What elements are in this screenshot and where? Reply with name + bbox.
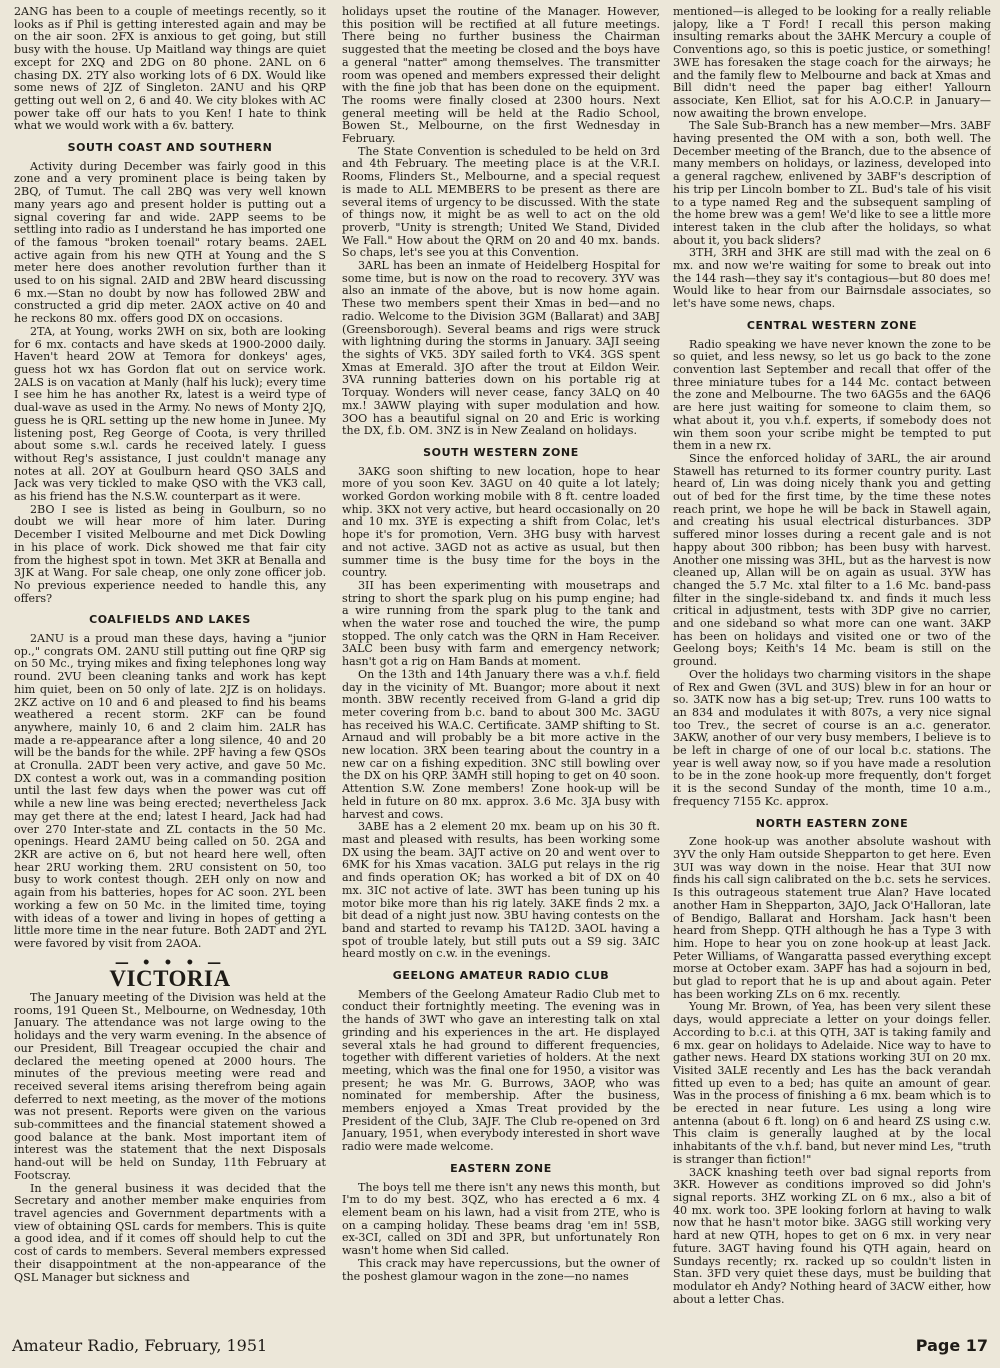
- paragraph: 2TA, at Young, works 2WH on six, both are looking for 6 mx. contacts and have skeds at 1900-2000 daily. Haven't heard 2OW at Temora for donkeys' ages, guess hot wx has Gordon flat out on service work. 2ALS is on vacation at Manly (half his luck); every time I see him he has another Rx, latest is a weird type of dual-wave as used in the Army. No news of Monty 2JQ, guess he is QRL setting up the new home in Junee. My listening post, Reg George of Coota, is very thrilled about some s.w.l. cards he received lately. I guess without Reg's assistance, I just couldn't manage any notes at all. 2OY at Goulburn heard QSO 3ALS and Jack was very tickled to make QSO with the VK3 call, as his friend has the N.S.W. counterpart as it were.: [14, 324, 326, 504]
- paragraph: Radio speaking we have never known the zone to be so quiet, and less newsy, so let us go back to the zone convention last September and recall that offer of the three miniature tubes for a 144 Mc. contact between the zone and Melbourne. The two 6AG5s and the 6AQ6 are here just waiting for someone to claim them, so what about it, you v.h.f. experts, if somebody does not win them soon your scribe might be tempted to put them in a new rx.: [673, 337, 991, 453]
- page-number: Page 17: [915, 1335, 988, 1355]
- paragraph: Since the enforced holiday of 3ARL, the air around Stawell has returned to its former country purity. Last heard of, Lin was doing nicely thank you and getting out of bed for the first time, by the time these notes reach print, we hope he will be back in Stawell again, and creating his usual electrical disturbances. 3DP suffered minor losses during a recent gale and is not happy about 300 ribbon; has been busy with harvest. Another one missing was 3HL, but as the harvest is now cleaned up, Allan will be on again as usual. 3YW has changed the 5.7 Mc. xtal filter to a 1.6 Mc. band-pass filter in the single-sideband tx. and finds it much less critical in adjustment, tests with 3DP give no carrier, and one sideband so what more can one want. 3AKP has been on holidays and visited one or two of the Geelong boys; Keith's 14 Mc. beam is still on the ground.: [673, 451, 991, 669]
- paragraph: 2ANG has been to a couple of meetings recently, so it looks as if Phil is getting interested again and may be on the air soon. 2FX is anxious to get going, but still busy with the house. Up Maitland way things are quiet except for 2XQ and 2DG on 80 phone. 2ANL on 6 chasing DX. 2TY also working lots of 6 DX. Would like some news of 2JZ of Singleton. 2ANU and his QRP getting out well on 2, 6 and 40. We city blokes with AC power take off our hats to you Ken! I hate to think what we would work with a 6v. battery.: [14, 6, 326, 133]
- section-heading-eastern: EASTERN ZONE: [450, 1161, 552, 1175]
- paragraph: 3AKG soon shifting to new location, hope to hear more of you soon Kev. 3AGU on 40 quite a lot lately; worked Gordon working mobile with 8 ft. centre loaded whip. 3KX not very active, but heard occasionally on 20 and 10 mx. 3YE is expecting a shift from Colac, let's hope it's for promotion, Vern. 3HG busy with harvest and not active. 3AGD not as active as usual, but then summer time is the busy time for the boys in the country.: [342, 464, 660, 580]
- paragraph: 3ACK knashing teeth over bad signal reports from 3KR. However as conditions improved so did John's signal reports. 3HZ working ZL on 6 mx., also a bit of 40 mx. work too. 3PE looking forlorn at having to walk now that he hasn't motor bike. 3AGG still working very hard at new QTH, hopes to get on 6 mx. in very near future. 3AGT having found his QTH again, heard on Sundays recently; rx. racked up so couldn't listen in Stan. 3FD very quiet these days, must be building that modulator eh Andy? Nothing heard of 3ACW either, how about a letter Chas.: [673, 1165, 991, 1306]
- page-footer: [6, 1330, 994, 1360]
- section-divider: — • • • —: [114, 954, 226, 971]
- section-heading-south-coast: SOUTH COAST AND SOUTHERN: [67, 141, 273, 155]
- paragraph: 3TH, 3RH and 3HK are still mad with the zeal on 6 mx. and now we're waiting for some to break out into the 144 rash—they say it's contagious—but 80 does me! Would like to hear from our Bairnsdale associates, so let's have some news, chaps.: [673, 246, 991, 311]
- paragraph: Young Mr. Brown, of Yea, has been very silent these days, would appreciate a letter on your doings feller. According to b.c.i. at this QTH, 3AT is taking family and 6 mx. gear on holidays to Adelaide. Nice way to have to gather news. Heard DX stations working 3UI on 20 mx. Visited 3ALE recently and Les has the back verandah fitted up even to a bed; has quite an amount of gear. Was in the process of finishing a 6 mx. beam which is to be erected in near future. Les using a long wire antenna (about 6 ft. long) on 6 and heard ZS using c.w. This claim is generally laughed at by the local inhabitants of the v.h.f. band, but never mind Les, "truth is stranger than fiction!": [673, 1000, 991, 1166]
- paragraph: Zone hook-up was another absolute washout with 3YV the only Ham outside Shepparton to get here. Even 3UI was way down in the noise. Hear that 3UI now finds his call sign calibrated on the b.c. sets he services. Is this outrageous statement true Alan? Have located another Ham in Shepparton, 3AJO, Jack O'Halloran, late of Bendigo, Ballarat and Horsham. Jack hasn't been heard from Shepp. QTH although he has a Type 3 with him. Hope to hear you on zone hook-up at least Jack. Peter Williams, of Wangaratta passed everything except morse at October exam. 3APF has had a sojourn in bed, but glad to report that he is up and about again. Peter has been working ZLs on 6 mx. recently.: [673, 835, 991, 1001]
- paragraph: The boys tell me there isn't any news this month, but I'm to do my best. 3QZ, who has erected a 6 mx. 4 element beam on his lawn, had a visit from 2TE, who is on a camping holiday. These beams drag 'em in! 5SB, ex-3CI, called on 3DI and 3PR, but unfortunately Ron wasn't home when Sid called.: [342, 1180, 660, 1258]
- paragraph: The January meeting of the Division was held at the rooms, 191 Queen St., Melbourne, on Wednesday, 10th January. The attendance was not large owing to the holidays and the very warm evening. In the absence of our President, Bill Treagear occupied the chair and declared the meeting opened at 2000 hours. The minutes of the previous meeting were read and received several items arising therefrom being again deferred to next meeting, as the mover of the motions was not present. Reports were given on the various sub-committees and the financial statement showed a good balance at the bank. Most important item of interest was the statement that the next Disposals hand-out will be held on Sunday, 11th February at Footscray.: [14, 991, 326, 1182]
- paragraph: The State Convention is scheduled to be held on 3rd and 4th February. The meeting place is at the V.R.I. Rooms, Flinders St., Melbourne, and a special request is made to ALL MEMBERS to be present as there are several items of urgency to be discussed. With the state of things now, it might be as well to act on the old proverb, "Unity is strength; United We Stand, Divided We Fall." How about the QRM on 20 and 40 mx. bands. So chaps, let's see you at this Convention.: [342, 144, 660, 260]
- paragraph: 3ARL has been an inmate of Heidelberg Hospital for some time, but is now on the road to recovery. 3YV was also an inmate of the above, but is now home again. These two members spent their Xmas in bed—and no radio. Welcome to the Division 3GM (Ballarat) and 3ABJ (Greensborough). Several beams and rigs were struck with lightning during the storms in January. 3AJI seeing the sights of VK5. 3DY sailed forth to VK4. 3GS spent Xmas at Emerald. 3JO after the trout at Eildon Weir. 3VA running batteries down on his portable rig at Torquay. Wonders will never cease, fancy 3ALQ on 40 mx.! 3AWW playing with super modulation and how. 3OO has a beautiful signal on 20 and Eric is working the DX, f.b. OM. 3NZ is in New Zealand on holidays.: [342, 259, 660, 438]
- paragraph: On the 13th and 14th January there was a v.h.f. field day in the vicinity of Mt. Buangor; more about it next month. 3BW recently received from G-land a grid dip meter covering from b.c. band to about 300 Mc. 3AGU has received his W.A.C. Certificate. 3AMP shifting to St. Arnaud and will probably be a bit more active in the new location. 3RX been tearing about the country in a new car on a fishing expedition. 3NC still bowling over the DX on his QRP. 3AMH still hoping to get on 40 soon. Attention S.W. Zone members! Zone hook-up will be held in future on 80 mx. approx. 3.6 Mc. 3JA busy with harvest and cows.: [342, 667, 660, 821]
- paragraph: The Sale Sub-Branch has a new member—Mrs. 3ABF having presented the OM with a son, both well. The December meeting of the Branch, due to the absence of many members on holidays, or laziness, developed into a general ragchew, enlivened by 3ABF's description of his trip per Lincoln bomber to ZL. Bud's tale of his visit to a type named Reg and the subsequent sampling of the home brew was a gem! We'd like to see a little more interest taken in the club after the holidays, so what about it, you back sliders?: [673, 119, 991, 247]
- column-middle: [342, 6, 660, 1326]
- section-heading-geelong: GEELONG AMATEUR RADIO CLUB: [392, 969, 610, 983]
- paragraph: 2ANU is a proud man these days, having a "junior op.," congrats OM. 2ANU still putting out fine QRP sig on 50 Mc., trying mikes and fixing telephones long way round. 2VU been cleaning tanks and work has kept him quiet, been on 50 only of late. 2JZ is on holidays. 2KZ active on 10 and 6 and pleased to find his beams weathered a recent storm. 2KF can be found anywhere, mainly 10, 6 and 2 claim him. 2ALR has made a re-appearance after a long silence, 40 and 20 will be the bands for the while. 2PF having a few QSOs at Cronulla. 2ADT been very active, and gave 50 Mc. DX contest a work out, was in a commanding position until the last few days when the power was cut off while a new line was being erected; nevertheless Jack may get there at the end; latest I heard, Jack had had over 270 Inter-state and ZL contacts in the 50 Mc. openings. Heard 2AMU being called on 50. 2GA and 2KR are active on 6, but not heard here well, often hear 2RU working them. 2RU consistent on 50, too busy to work contest though. 2EH only on now and again from his batteries, hopes for AC soon. 2YL been working a few on 50 Mc. in the limited time, toying with ideas of a tower and living in hopes of getting a little more time in the near future. Both 2ADT and 2YL were favored by visit from 2AOA.: [14, 632, 326, 950]
- paragraph: mentioned—is alleged to be looking for a really reliable jalopy, like a T Ford! I recall this person making insulting remarks about the 3AHK Mercury a couple of Conventions ago, so this is poetic justice, or something! 3WE has foresaken the stage coach for the airways; he and the family flew to Melbourne and back at Xmas and Bill didn't need the paper bag either! Yallourn associate, Ken Elliot, sat for his A.O.C.P. in January—now awaiting the brown envelope.: [673, 6, 991, 120]
- paragraph: 3II has been experimenting with mousetraps and string to short the spark plug on his pump engine; had a wire running from the spark plug to the tank and when the water rose and touched the wire, the pump stopped. The only catch was the QRN in Ham Receiver. 3ALC been busy with farm and emergency network; hasn't got a rig on Ham Bands at moment.: [342, 578, 660, 669]
- paragraph: holidays upset the routine of the Manager. However, this position will be rectified at all future meetings. There being no further business the Chairman suggested that the meeting be closed and the boys have a general "natter" among themselves. The transmitter room was opened and members expressed their delight with the fine job that has been done on the equipment. The rooms were finally closed at 2300 hours. Next general meeting will be held at the Radio School, Bowen St., Melbourne, on the first Wednesday in February.: [342, 6, 660, 146]
- section-heading-central-western: CENTRAL WESTERN ZONE: [746, 318, 918, 332]
- paragraph: In the general business it was decided that the Secretary and another member make enquiries from travel agencies and Government departments with a view of obtaining QSL cards for members. This is quite a good idea, and if it comes off should help to cut the cost of cards to members. Several members expressed their disappointment at the non-appearance of the QSL Manager but sickness and: [14, 1181, 326, 1284]
- section-heading-north-eastern: NORTH EASTERN ZONE: [755, 816, 909, 830]
- column-right: [673, 6, 991, 1326]
- paragraph: Over the holidays two charming visitors in the shape of Rex and Gwen (3VL and 3US) blew in for an hour or so. 3ATK now has a big set-up; Trev. runs 100 watts to an 834 and modulates it with 807s, a very nice signal too Trev., the secret of course is an a.c. generator. 3AKW, another of our very busy members, I believe is to be left in charge of one of our local b.c. stations. The year is well away now, so if you have made a resolution to be in the zone hook-up more frequently, don't forget it is the second Sunday of the month, time 10 a.m., frequency 7155 Kc. approx.: [673, 667, 991, 808]
- section-heading-coalfields: COALFIELDS AND LAKES: [89, 613, 251, 627]
- paragraph: Activity during December was fairly good in this zone and a very prominent place is being taken by 2BQ, of Tumut. The call 2BQ was very well known many years ago and present holder is putting out a signal covering far and wide. 2APP seems to be settling into radio as I understand he has imported one of the famous "broken toenail" rotary beams. 2AEL active again from his new QTH at Young and the S meter here does another revolution further than it used to on his signal. 2AID and 2BW heard discussing 6 mx.—Stan no doubt by now has followed 2BW and constructed a grid dip meter. 2AOX active on 40 and he reckons 80 mx. offers good DX on occasions.: [14, 159, 326, 326]
- paragraph: Members of the Geelong Amateur Radio Club met to conduct their fortnightly meeting. The evening was in the hands of 3WT who gave an interesting talk on xtal grinding and his experiences in the art. He displayed several xtals he had ground to different frequencies, together with different varieties of holders. At the next meeting, which was the final one for 1950, a visitor was present; he was Mr. G. Burrows, 3AOP, who was nominated for membership. After the business, members enjoyed a Xmas Treat provided by the President of the Club, 3AJF. The Club re-opened on 3rd January, 1951, when everybody interested in short wave radio were made welcome.: [342, 987, 660, 1154]
- paragraph: 2BO I see is listed as being in Goulburn, so no doubt we will hear more of him later. During December I visited Melbourne and met Dick Dowling in his place of work. Dick showed me that fair city from the highest spot in town. Met 3KR at Benalla and 3JK at Wang. For sale cheap, one only zone officer job. No previous experience needed to handle this, any offers?: [14, 502, 326, 605]
- paragraph: This crack may have repercussions, but the owner of the poshest glamour wagon in the zone—no names: [342, 1256, 660, 1283]
- paragraph: 3ABE has a 2 element 20 mx. beam up on his 30 ft. mast and pleased with results, has been working some DX using the beam. 3AJT active on 20 and went over to 6MK for his Xmas vacation. 3ALG put relays in the rig and finds operation OK; has worked a bit of DX on 40 mx. 3IC not active of late. 3WT has been tuning up his motor bike more than his rig lately. 3AKE finds 2 mx. a bit dead of a night just now. 3BU having contests on the band and started to revamp his TA12D. 3AOL having a spot of trouble lately, but still puts out a S9 sig. 3AIC heard mostly on c.w. in the evenings.: [342, 820, 660, 961]
- publication-title: Amateur Radio, February, 1951: [12, 1335, 268, 1355]
- section-heading-south-western: SOUTH WESTERN ZONE: [423, 445, 579, 459]
- column-left: [14, 6, 326, 1326]
- state-heading-victoria: VICTORIA: [109, 966, 231, 992]
